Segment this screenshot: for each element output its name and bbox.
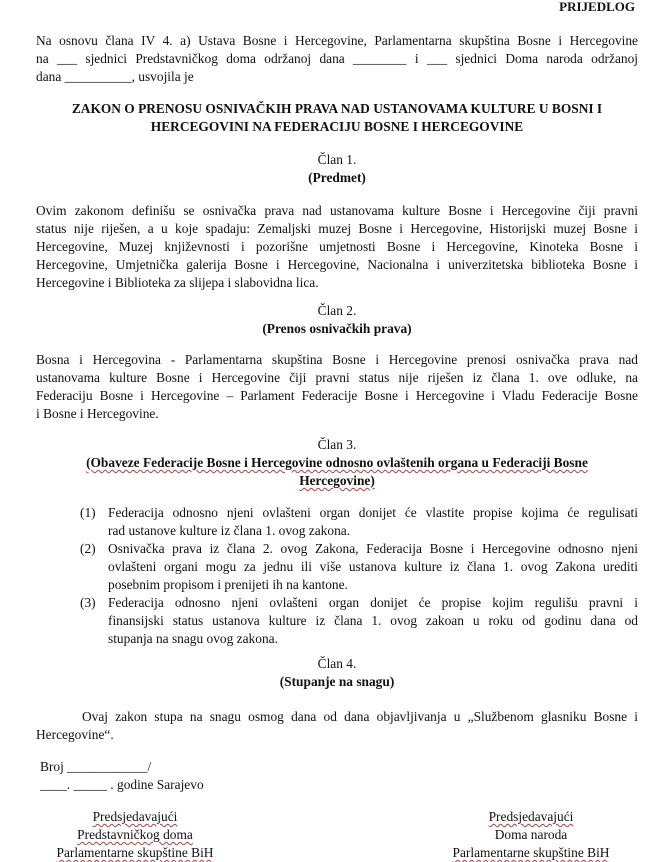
- list-number: (1): [80, 505, 96, 520]
- article-subtitle: (Predmet): [308, 170, 366, 185]
- list-number: (2): [80, 541, 96, 556]
- signature-line: Predsjedavajući: [92, 809, 178, 824]
- text-line: Federaciju Bosne i Hercegovine – Parlament Federacije Bosne i Hercegovine i Vladu Federacije Bosne: [36, 388, 638, 403]
- article-2-text: [36, 351, 638, 423]
- text-line: Hercegovine, Umjetnička galerija Bosne i Hercegovine, Nacionalna i univerzitetska biblioteka Bosne i: [36, 257, 638, 272]
- signature-line: Predsjedavajući: [488, 809, 574, 824]
- text-line: Hercegovine i Biblioteka za slijepa i slabovidna lica.: [36, 275, 319, 290]
- law-title: [36, 100, 638, 136]
- article-3-heading: [36, 436, 638, 490]
- text-line: stupanja na snagu ovog zakona.: [108, 631, 278, 646]
- article-number: Član 4.: [317, 656, 357, 671]
- text-line: Ovaj zakon stupa na snagu osmog dana od dana objavljivanja u „Službenom glasniku Bosne i: [82, 709, 638, 724]
- document-number: Broj ____________/: [40, 759, 152, 774]
- text-line: finansijski status ustanova kulture iz člana 1. ovog zakoan u roku od godinu dana od: [108, 613, 638, 628]
- text-line: Bosna i Hercegovina - Parlamentarna skupština Bosne i Hercegovine prenosi osnivačka prava nad: [36, 352, 638, 367]
- intro-line: Na osnovu člana IV 4. a) Ustava Bosne i Hercegovine, Parlamentarna skupština Bosne i Hercegovine: [36, 33, 638, 48]
- text-line: status nije riješen, a u koje spadaju: Zemaljski muzej Bosne i Hercegovine, Historijski muzej Bosne i: [36, 221, 638, 236]
- list-item: [80, 594, 638, 648]
- text-line: ustanovama kulture Bosne i Hercegovine čiji pravni status nije riješen iz člana 1. ove odluke, na: [36, 370, 638, 385]
- proposal-label: PRIJEDLOG: [559, 0, 635, 14]
- text-line: ovlašteni organi mogu za jednu ili više ustanova kulture iz člana 1. ovog Zakona urediti: [108, 559, 638, 574]
- article-subtitle: (Obaveze Federacije Bosne i Hercegovine odnosno ovlaštenih organa u Federaciji Bosne: [86, 455, 588, 470]
- intro-line: dana __________, usvojila je: [36, 69, 194, 84]
- article-subtitle: Hercegovine): [299, 473, 375, 488]
- article-4-heading: [36, 655, 638, 691]
- text-line: Federacija odnosno njeni ovlašteni organ donijet će propise kojim regulišu pravni i: [108, 595, 638, 610]
- law-title-line: HERCEGOVINI NA FEDERACIJU BOSNE I HERCEGOVINE: [150, 119, 524, 134]
- article-3-list: [80, 504, 638, 648]
- article-number: Član 2.: [317, 303, 357, 318]
- article-number: Član 1.: [317, 152, 357, 167]
- article-subtitle: (Stupanje na snagu): [279, 674, 395, 689]
- article-1-heading: [36, 151, 638, 187]
- intro-line: na ___ sjednici Predstavničkog doma održanoj dana ________ i ___ sjednici Doma naroda održanoj: [36, 51, 638, 66]
- text-line: Hercegovine“.: [36, 727, 114, 742]
- signature-line: Predstavničkog doma: [77, 827, 193, 842]
- signature-line: Parlamentarne skupštine BiH: [56, 845, 214, 860]
- text-line: rad ustanove kulture iz člana 1. ovog zakona.: [108, 523, 351, 538]
- text-line: i Bosne i Hercegovine.: [36, 406, 159, 421]
- document-date: ____. _____ . godine Sarajevo: [40, 777, 204, 792]
- intro-paragraph: [36, 32, 638, 86]
- text-line: Hercegovine, Muzej književnosti i pozorišne umjetnosti Bosne i Hercegovine, Kinoteka Bosne i: [36, 239, 638, 254]
- article-4-text: [36, 708, 638, 744]
- article-1-text: [36, 202, 638, 292]
- text-line: Ovim zakonom definišu se osnivačka prava nad ustanovama kulture Bosne i Hercegovine čiji pravni: [36, 203, 638, 218]
- article-subtitle: (Prenos osnivačkih prava): [262, 321, 412, 336]
- article-2-heading: [36, 302, 638, 338]
- list-item: [80, 504, 638, 540]
- article-number: Član 3.: [317, 437, 357, 452]
- list-number: (3): [80, 595, 96, 610]
- list-item: [80, 540, 638, 594]
- signature-line: Parlamentarne skupštine BiH: [452, 845, 610, 860]
- text-line: Osnivačka prava iz člana 2. ovog Zakona, Federacija Bosne i Hercegovine odnosno njeni: [108, 541, 638, 556]
- signature-line: Doma naroda: [494, 827, 568, 842]
- left-signature-block: [40, 808, 230, 862]
- text-line: posebnim propisom i prenijeti ih na kantone.: [108, 577, 348, 592]
- text-line: Federacija odnosno njeni ovlašteni organ donijet će vlastite propise kojima će regulisati: [108, 505, 638, 520]
- right-signature-block: [436, 808, 626, 862]
- law-title-line: ZAKON O PRENOSU OSNIVAČKIH PRAVA NAD USTANOVAMA KULTURE U BOSNI I: [71, 101, 603, 116]
